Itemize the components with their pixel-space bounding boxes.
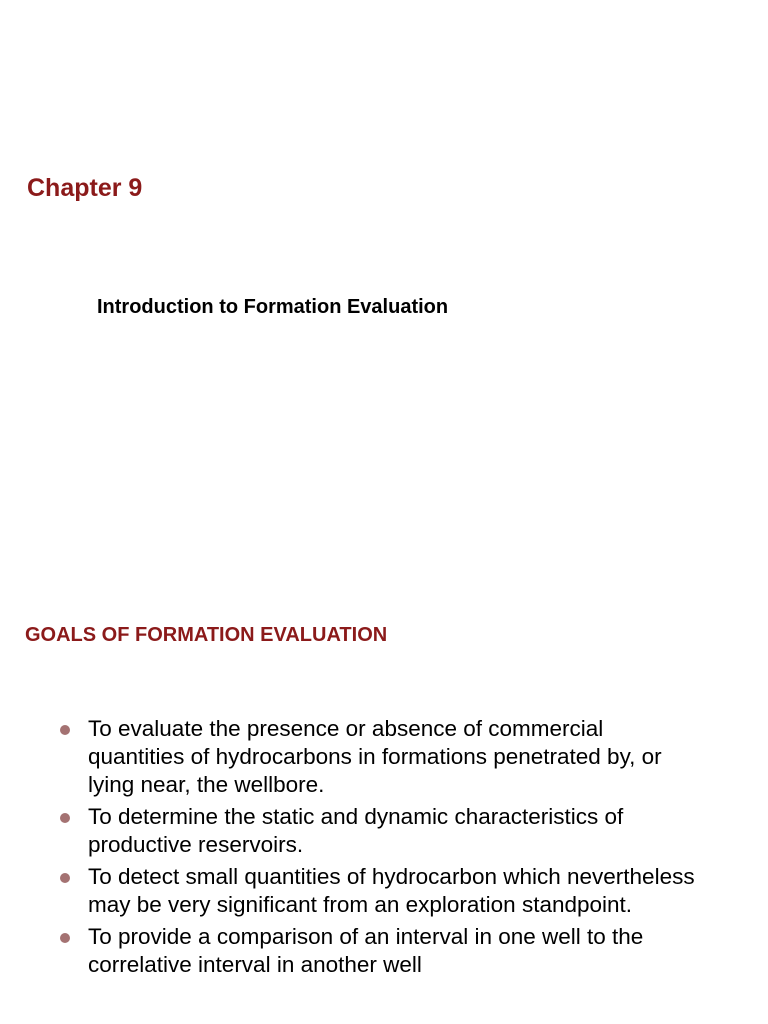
goal-item — [58, 715, 698, 799]
goal-text: To determine the static and dynamic characteristics of productive reservoirs. — [88, 804, 624, 857]
goal-text: To evaluate the presence or absence of commercial quantities of hydrocarbons in formations penetrated by, or lying near, the wellbore. — [88, 716, 662, 797]
bullet-dot-icon — [60, 813, 70, 823]
chapter-subtitle: Introduction to Formation Evaluation — [97, 296, 449, 318]
chapter-heading: Chapter 9 — [27, 174, 143, 202]
goal-item — [58, 803, 698, 859]
bullet-dot-icon — [60, 725, 70, 735]
goal-item — [58, 923, 698, 979]
bullet-dot-icon — [60, 933, 70, 943]
goal-text: To detect small quantities of hydrocarbon which nevertheless may be very significant from an exploration standpoint. — [88, 864, 695, 917]
bullet-dot-icon — [60, 873, 70, 883]
goal-item — [58, 863, 698, 919]
goal-text: To provide a comparison of an interval in one well to the correlative interval in another well — [88, 924, 644, 977]
section-heading: GOALS OF FORMATION EVALUATION — [25, 624, 388, 646]
goals-list — [58, 715, 698, 979]
